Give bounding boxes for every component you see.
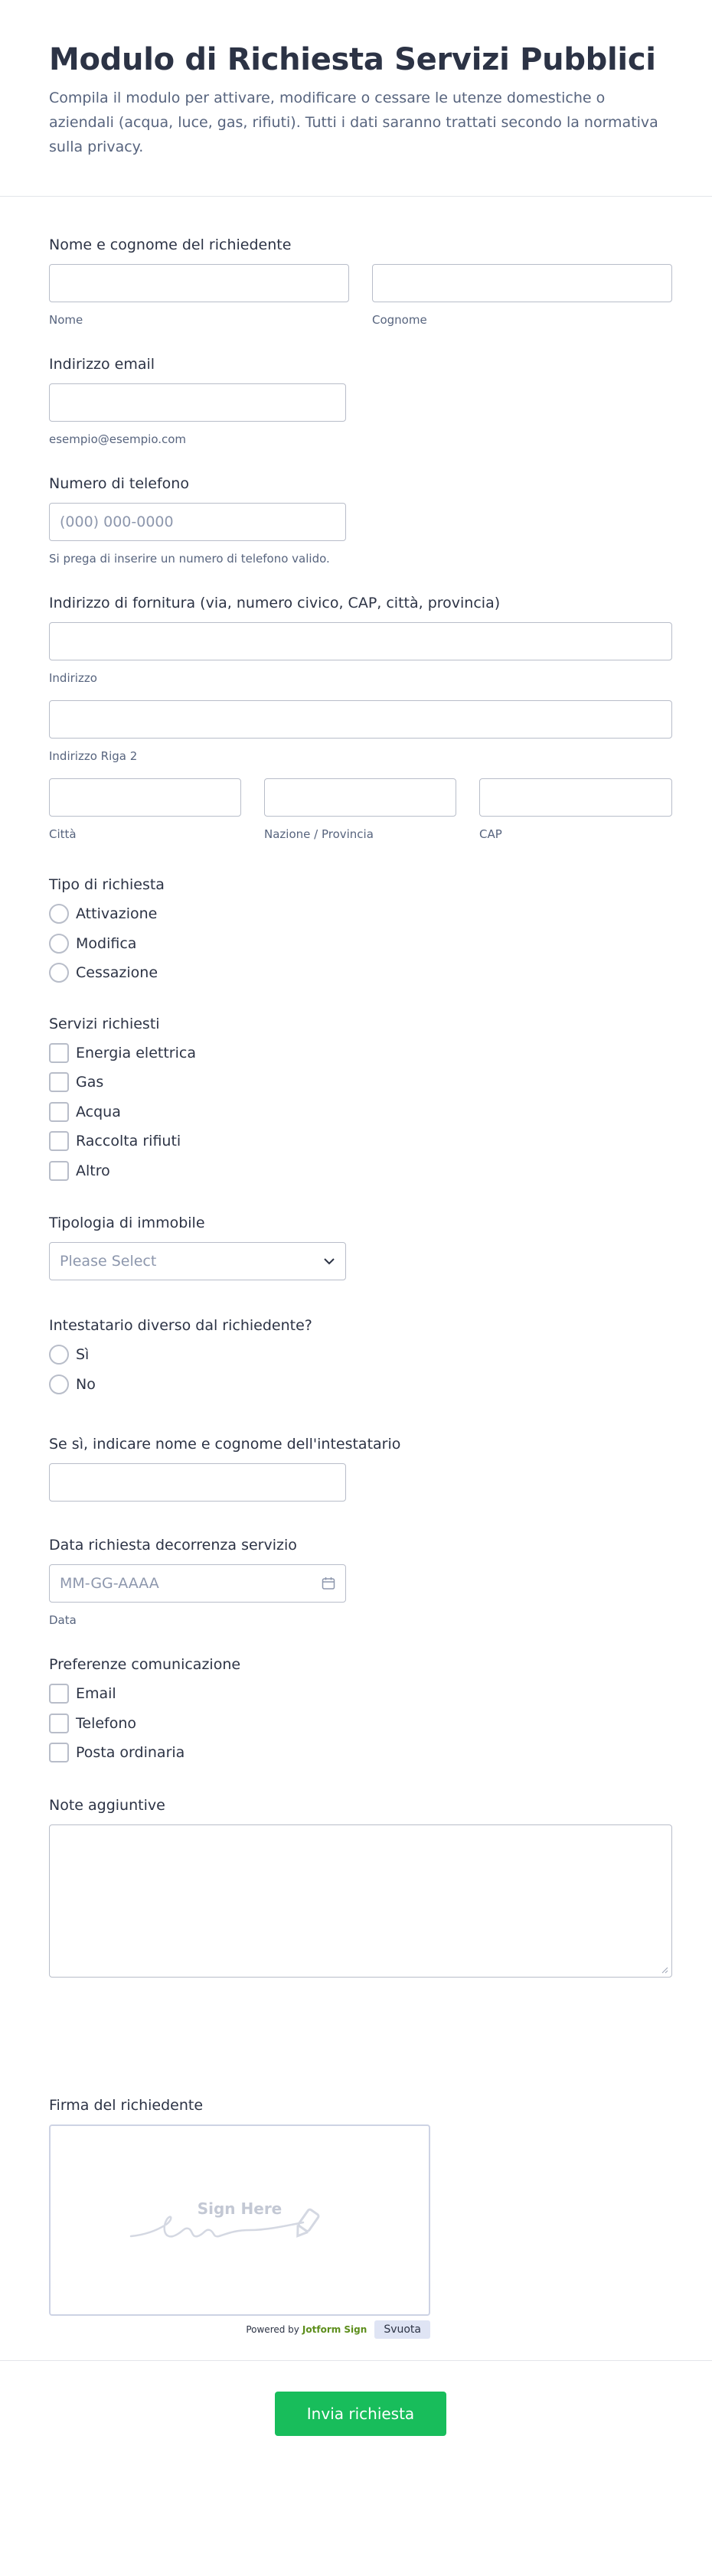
notes-question	[49, 1768, 674, 1978]
checkbox[interactable]	[49, 1131, 69, 1151]
phone-placeholder: (000) 000-0000	[60, 514, 174, 530]
powered-by-text: Powered by	[246, 2323, 299, 2335]
state-sublabel: Nazione / Provincia	[264, 827, 374, 841]
checkbox[interactable]	[49, 1161, 69, 1181]
date-input[interactable]	[49, 1564, 346, 1603]
radio-button[interactable]	[49, 1345, 69, 1365]
signature-placeholder: Sign Here	[197, 2199, 283, 2218]
checkbox[interactable]	[49, 1743, 69, 1762]
comm-option[interactable]	[49, 1709, 674, 1739]
city-input[interactable]	[49, 778, 241, 817]
request-type-option[interactable]	[49, 899, 674, 929]
email-label: Indirizzo email	[49, 356, 155, 373]
notes-label: Note aggiuntive	[49, 1796, 165, 1814]
phone-question	[49, 446, 674, 566]
comm-option[interactable]	[49, 1679, 674, 1709]
calendar-icon[interactable]	[322, 1577, 335, 1590]
option-label: Posta ordinaria	[76, 1744, 185, 1762]
option-label: Cessazione	[76, 964, 158, 982]
radio-button[interactable]	[49, 904, 69, 924]
checkbox[interactable]	[49, 1072, 69, 1092]
option-label: Email	[76, 1685, 116, 1703]
property-placeholder: Please Select	[60, 1253, 157, 1270]
date-sublabel: Data	[49, 1613, 77, 1627]
first-name-sublabel: Nome	[49, 313, 83, 327]
comm-question	[49, 1627, 674, 1768]
services-option[interactable]	[49, 1068, 674, 1097]
holder-name-input[interactable]	[49, 1463, 346, 1502]
option-label: Raccolta rifiuti	[76, 1133, 181, 1150]
address-question	[49, 566, 674, 841]
zip-input[interactable]	[479, 778, 672, 817]
zip-sublabel: CAP	[479, 827, 502, 841]
name-question	[49, 197, 674, 327]
holder-name-label: Se sì, indicare nome e cognome dell'intestatario	[49, 1436, 401, 1453]
option-label: Gas	[76, 1074, 104, 1091]
page-description: Compila il modulo per attivare, modificare o cessare le utenze domestiche o aziendali (acqua, luce, gas, rifiuti). Tutti i dati saranno trattati secondo la normativa sulla privacy.	[49, 90, 658, 155]
request-type-option[interactable]	[49, 929, 674, 959]
address-line1-sublabel: Indirizzo	[49, 671, 97, 685]
signature-question	[49, 1978, 674, 2339]
option-label: Modifica	[76, 934, 137, 952]
phone-sublabel: Si prega di inserire un numero di telefono valido.	[49, 552, 330, 566]
option-label: Acqua	[76, 1103, 121, 1120]
holder-name-question	[49, 1399, 674, 1502]
comm-option[interactable]	[49, 1738, 674, 1768]
form-header	[0, 0, 712, 197]
request-type-label: Tipo di richiesta	[49, 876, 165, 893]
first-name-input[interactable]	[49, 264, 349, 302]
address-line2-sublabel: Indirizzo Riga 2	[49, 749, 138, 763]
phone-input[interactable]	[49, 503, 346, 541]
name-label: Nome e cognome del richiedente	[49, 236, 292, 253]
property-question	[49, 1185, 674, 1280]
services-option[interactable]	[49, 1127, 674, 1156]
radio-button[interactable]	[49, 934, 69, 954]
checkbox[interactable]	[49, 1102, 69, 1122]
date-placeholder: MM-GG-AAAA	[60, 1575, 159, 1592]
services-option[interactable]	[49, 1039, 674, 1068]
clear-signature-button[interactable]: Svuota	[374, 2320, 430, 2339]
last-name-input[interactable]	[372, 264, 672, 302]
signature-pad[interactable]	[49, 2124, 430, 2316]
request-type-option[interactable]	[49, 958, 674, 988]
signature-label: Firma del richiedente	[49, 2096, 204, 2114]
property-select[interactable]	[49, 1242, 346, 1280]
resize-handle-icon[interactable]	[661, 1966, 668, 1974]
checkbox[interactable]	[49, 1043, 69, 1063]
request-type-question	[49, 841, 674, 988]
property-label: Tipologia di immobile	[49, 1215, 205, 1231]
signature-footer	[49, 2320, 430, 2339]
form-body	[0, 197, 712, 2339]
date-question	[49, 1502, 674, 1627]
option-label: Altro	[76, 1162, 110, 1179]
holder-option[interactable]	[49, 1370, 674, 1400]
state-input[interactable]	[264, 778, 456, 817]
radio-button[interactable]	[49, 963, 69, 983]
form-footer	[0, 2360, 712, 2457]
services-option[interactable]	[49, 1097, 674, 1127]
comm-label: Preferenze comunicazione	[49, 1656, 241, 1673]
email-input[interactable]	[49, 383, 346, 422]
option-label: Energia elettrica	[76, 1044, 196, 1061]
holder-label: Intestatario diverso dal richiedente?	[49, 1317, 312, 1334]
checkbox[interactable]	[49, 1714, 69, 1733]
radio-button[interactable]	[49, 1374, 69, 1394]
holder-question	[49, 1280, 674, 1399]
jotform-sign-brand: Jotform Sign	[302, 2323, 367, 2335]
services-label: Servizi richiesti	[49, 1015, 160, 1032]
email-sublabel: esempio@esempio.com	[49, 432, 187, 446]
checkbox[interactable]	[49, 1684, 69, 1704]
chevron-down-icon	[323, 1257, 335, 1265]
services-option[interactable]	[49, 1156, 674, 1186]
date-label: Data richiesta decorrenza servizio	[49, 1537, 297, 1554]
last-name-sublabel: Cognome	[372, 313, 427, 327]
option-label: Sì	[76, 1346, 90, 1364]
city-sublabel: Città	[49, 827, 77, 841]
option-label: Attivazione	[76, 905, 158, 923]
notes-textarea[interactable]	[49, 1824, 672, 1978]
email-question	[49, 327, 674, 446]
services-question	[49, 988, 674, 1186]
address-line1-input[interactable]	[49, 622, 672, 660]
page-title: Modulo di Richiesta Servizi Pubblici	[49, 42, 656, 77]
phone-label: Numero di telefono	[49, 475, 189, 492]
address-line2-input[interactable]	[49, 700, 672, 739]
holder-option[interactable]	[49, 1340, 674, 1370]
address-label: Indirizzo di fornitura (via, numero civico, CAP, città, provincia)	[49, 595, 501, 611]
option-label: No	[76, 1375, 96, 1393]
option-label: Telefono	[76, 1714, 137, 1732]
submit-button[interactable]: Invia richiesta	[275, 2392, 446, 2436]
